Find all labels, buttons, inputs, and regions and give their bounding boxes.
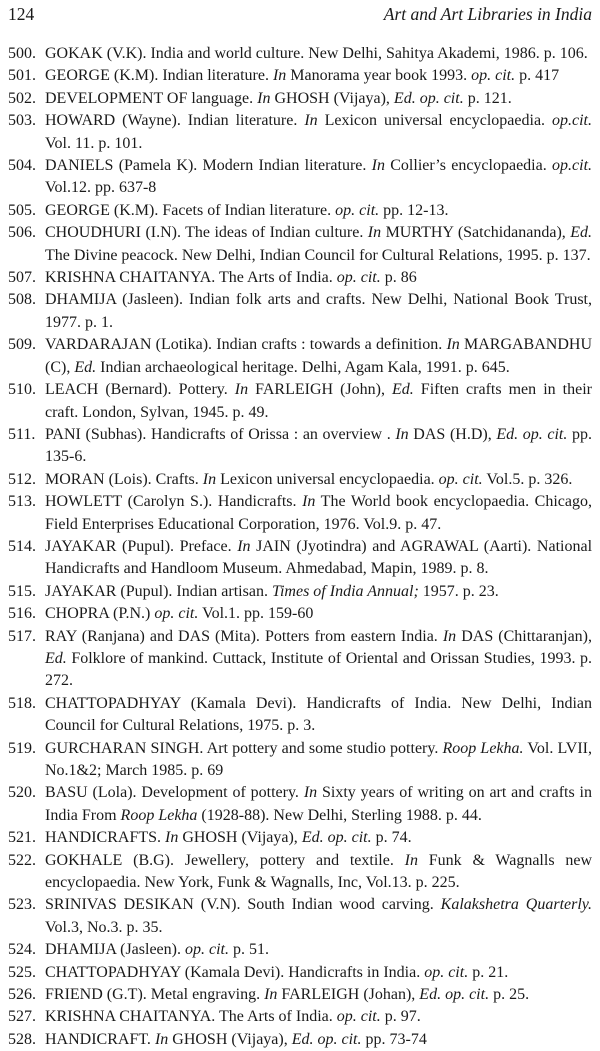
text-segment: Lexicon universal encyclopaedia.: [317, 112, 552, 130]
entry-text: [45, 379, 592, 424]
text-segment: KRISHNA CHAITANYA. The Arts of India.: [45, 1008, 337, 1026]
text-segment: The World book encyclopaedia. Chicago, Field Enterprises Educational Corporation, 1976. Vol.9. p. 47.: [45, 493, 592, 533]
text-segment: Lexicon universal encyclopaedia.: [216, 470, 439, 488]
entry-number: 514.: [8, 537, 36, 555]
entry-number: 506.: [8, 224, 36, 242]
entry-text: [45, 603, 592, 625]
text-segment: GOKHALE (B.G). Jewellery, pottery and textile.: [45, 851, 405, 869]
entry-text: [45, 850, 592, 895]
entry-number: 520.: [8, 784, 36, 802]
bibliography-entry: [8, 894, 592, 939]
text-segment: (1928-88). New Delhi, Sterling 1988. p. 44.: [197, 806, 482, 824]
text-segment: p. 121.: [463, 89, 512, 107]
bibliography-entry: [8, 200, 592, 222]
entry-text: [45, 65, 592, 87]
text-segment: GEORGE (K.M). Facets of Indian literature.: [45, 201, 336, 219]
text-segment: GEORGE (K.M). Indian literature.: [45, 67, 273, 85]
entry-number: 526.: [8, 986, 36, 1004]
italic-text: In: [367, 224, 382, 242]
italic-text: Times of India Annual;: [271, 582, 419, 600]
text-segment: Fiften crafts men in their craft. London, Sylvan, 1945. p. 49.: [45, 381, 592, 421]
bibliography-entry: [8, 962, 592, 984]
italic-text: Ed. op. cit.: [301, 829, 372, 847]
text-segment: VARDARAJAN (Lotika). Indian crafts : towards a definition.: [45, 336, 447, 354]
entry-number: 518.: [8, 694, 36, 712]
entry-text: [45, 738, 592, 783]
entry-text: [45, 289, 592, 334]
text-segment: LEACH (Bernard). Pottery.: [45, 381, 235, 399]
entry-number: 523.: [8, 896, 36, 914]
entry-number: 515.: [8, 582, 36, 600]
text-segment: Vol.3, No.3. p. 35.: [45, 918, 163, 936]
italic-text: In: [272, 67, 287, 85]
bibliography-entry: [8, 334, 592, 379]
text-segment: Folklore of mankind. Cuttack, Institute of Oriental and Orissan Studies, 1993. p. 272.: [45, 649, 592, 690]
bibliography-entry: [8, 379, 592, 424]
italic-text: Ed.: [392, 381, 414, 399]
text-segment: DANIELS (Pamela K). Modern Indian literature.: [45, 157, 372, 175]
entry-text: [45, 491, 592, 536]
bibliography-entry: [8, 65, 592, 87]
text-segment: HOWLETT (Carolyn S.). Handicrafts.: [45, 493, 303, 511]
text-segment: CHOUDHURI (I.N). The ideas of Indian culture.: [45, 224, 368, 242]
entry-number: 519.: [8, 739, 36, 757]
entry-number: 516.: [8, 605, 36, 623]
entry-text: [45, 267, 592, 289]
italic-text: In: [257, 89, 271, 107]
text-segment: Indian archaeological heritage. Delhi, Agam Kala, 1991. p. 645.: [96, 358, 510, 376]
text-segment: DEVELOPMENT OF language.: [45, 89, 258, 107]
italic-text: Roop Lekha: [120, 806, 198, 824]
text-segment: p. 74.: [371, 829, 412, 847]
text-segment: FARLEIGH (John),: [248, 381, 392, 399]
text-segment: p. 21.: [468, 963, 509, 981]
italic-text: In: [371, 157, 385, 175]
entry-number: 504.: [8, 157, 36, 175]
bibliography-entry: [8, 536, 592, 581]
text-segment: p. 417: [515, 67, 560, 85]
italic-text: In: [264, 986, 278, 1004]
text-segment: KRISHNA CHAITANYA. The Arts of India.: [45, 269, 337, 287]
page-header: [8, 4, 592, 26]
text-segment: Vol.1. pp. 159-60: [198, 605, 314, 623]
entry-text: [45, 424, 592, 469]
italic-text: In: [165, 829, 179, 847]
bibliography-entry: [8, 491, 592, 536]
italic-text: op. cit.: [471, 67, 516, 85]
bibliography-list: [8, 43, 592, 1051]
entry-number: 511.: [8, 425, 36, 443]
bibliography-entry: [8, 222, 592, 267]
bibliography-entry: [8, 469, 592, 491]
text-segment: Collier’s encyclopaedia.: [384, 157, 553, 175]
entry-number: 512.: [8, 470, 36, 488]
text-segment: pp. 73-74: [361, 1030, 427, 1048]
italic-text: In: [304, 112, 318, 130]
entry-text: [45, 200, 592, 222]
text-segment: GOKAK (V.K). India and world culture. New Delhi, Sahitya Akademi, 1986. p. 106.: [45, 45, 588, 62]
text-segment: Vol.5. p. 326.: [482, 470, 573, 488]
text-segment: HANDICRAFTS.: [45, 829, 166, 847]
italic-text: Roop Lekha.: [442, 739, 524, 757]
entry-number: 505.: [8, 201, 36, 219]
italic-text: op. cit.: [438, 470, 483, 488]
text-segment: MORAN (Lois). Crafts.: [45, 470, 203, 488]
italic-text: op. cit.: [335, 201, 380, 219]
bibliography-entry: [8, 939, 592, 961]
italic-text: Ed.: [74, 358, 97, 376]
entry-number: 510.: [8, 381, 36, 399]
italic-text: In: [302, 493, 316, 511]
text-segment: GURCHARAN SINGH. Art pottery and some studio pottery.: [45, 739, 443, 757]
entry-text: [45, 155, 592, 200]
bibliography-entry: [8, 110, 592, 155]
italic-text: In: [446, 336, 460, 354]
italic-text: op. cit.: [336, 269, 381, 287]
italic-text: Ed. op. cit.: [393, 89, 464, 107]
text-segment: CHOPRA (P.N.): [45, 605, 155, 623]
entry-text: [45, 334, 592, 379]
entry-number: 525.: [8, 963, 36, 981]
bibliography-entry: [8, 850, 592, 895]
bibliography-entry: [8, 782, 592, 827]
text-segment: DAS (H.D),: [408, 425, 497, 443]
entry-text: [45, 110, 592, 155]
entry-text: [45, 1006, 592, 1028]
bibliography-entry: [8, 626, 592, 693]
entry-number: 521.: [8, 829, 36, 847]
italic-text: In: [395, 425, 409, 443]
entry-text: [45, 88, 592, 110]
italic-text: In: [202, 470, 217, 488]
entry-text: [45, 536, 592, 581]
entry-text: [45, 626, 592, 693]
italic-text: Ed. op. cit.: [419, 986, 490, 1004]
bibliography-entry: [8, 424, 592, 469]
entry-number: 522.: [8, 851, 36, 869]
entry-number: 500.: [8, 45, 36, 62]
entry-text: [45, 782, 592, 827]
text-segment: pp. 12-13.: [379, 201, 449, 219]
bibliography-entry: [8, 155, 592, 200]
bibliography-entry: [8, 43, 592, 65]
text-segment: DAS (Chittaranjan),: [456, 627, 592, 645]
entry-text: [45, 693, 592, 738]
text-segment: HANDICRAFT.: [45, 1030, 155, 1048]
text-segment: p. 25.: [489, 986, 530, 1004]
text-segment: Funk & Wagnalls new encyclopaedia. New York, Funk & Wagnalls, Inc, Vol.13. p. 225.: [45, 851, 592, 892]
italic-text: In: [303, 784, 318, 802]
italic-text: Ed. op. cit.: [291, 1030, 362, 1048]
entry-text: [45, 43, 592, 65]
text-segment: JAIN (Jyotindra) and AGRAWAL (Aarti). National Handicrafts and Handloom Museum. Ahmedabad, Mapin, 1989. p. 8.: [45, 537, 593, 578]
text-segment: GHOSH (Vijaya),: [178, 829, 302, 847]
bibliography-entry: [8, 738, 592, 783]
entry-number: 503.: [8, 112, 36, 130]
text-segment: JAYAKAR (Pupul). Preface.: [45, 537, 238, 555]
entry-text: [45, 827, 592, 849]
italic-text: Ed. op. cit.: [496, 425, 568, 443]
text-segment: MARGABANDHU (C),: [45, 336, 592, 376]
text-segment: MURTHY (Satchidananda),: [381, 224, 571, 242]
text-segment: DHAMIJA (Jasleen).: [45, 941, 185, 959]
italic-text: In: [234, 381, 249, 399]
text-segment: CHATTOPADHYAY (Kamala Devi). Handicrafts of India. New Delhi, Indian Council for Cultural Relations, 1975. p. 3.: [45, 694, 592, 735]
text-segment: The Divine peacock. New Delhi, Indian Council for Cultural Relations, 1995. p. 137.: [45, 246, 591, 264]
entry-text: [45, 984, 592, 1006]
bibliography-entry: [8, 827, 592, 849]
entry-number: 528.: [8, 1030, 36, 1048]
text-segment: Vol. 11. p. 101.: [45, 134, 143, 152]
entry-text: [45, 222, 592, 267]
page-number: 124: [8, 4, 35, 24]
entry-text: [45, 1029, 592, 1051]
entry-text: [45, 894, 592, 939]
entry-number: 524.: [8, 941, 36, 959]
bibliography-entry: [8, 88, 592, 110]
entry-number: 507.: [8, 269, 36, 287]
italic-text: In: [442, 627, 457, 645]
entry-text: [45, 469, 592, 491]
italic-text: op. cit.: [154, 605, 199, 623]
entry-number: 501.: [8, 67, 36, 85]
entry-number: 517.: [8, 627, 36, 645]
text-segment: FARLEIGH (Johan),: [277, 986, 420, 1004]
italic-text: In: [237, 537, 251, 555]
text-segment: p. 51.: [228, 941, 269, 959]
bibliography-entry: [8, 1029, 592, 1051]
entry-number: 508.: [8, 291, 36, 309]
text-segment: PANI (Subhas). Handicrafts of Orissa : an overview .: [45, 425, 396, 443]
italic-text: op. cit.: [184, 941, 229, 959]
bibliography-entry: [8, 581, 592, 603]
italic-text: Kalakshetra Quarterly.: [440, 896, 593, 914]
text-segment: Vol. LVII, No.1&2; March 1985. p. 69: [45, 739, 592, 779]
italic-text: op. cit.: [336, 1008, 381, 1026]
entry-text: [45, 939, 592, 961]
text-segment: DHAMIJA (Jasleen). Indian folk arts and crafts. New Delhi, National Book Trust, 1977. p. 1.: [45, 291, 592, 331]
entry-text: [45, 962, 592, 984]
entry-number: 502.: [8, 89, 36, 107]
text-segment: p. 97.: [380, 1008, 421, 1026]
text-segment: SRINIVAS DESIKAN (V.N). South Indian wood carving.: [45, 896, 441, 914]
italic-text: Ed.: [570, 224, 592, 242]
italic-text: op. cit.: [424, 963, 469, 981]
text-segment: Sixty years of writing on art and crafts in India From: [45, 784, 593, 824]
bibliography-entry: [8, 289, 592, 334]
italic-text: In: [154, 1030, 169, 1048]
text-segment: 1957. p. 23.: [418, 582, 499, 600]
italic-text: op.cit.: [552, 112, 592, 130]
text-segment: Manorama year book 1993.: [286, 67, 472, 85]
bibliography-entry: [8, 603, 592, 625]
text-segment: Vol.12. pp. 637-8: [45, 179, 157, 197]
text-segment: FRIEND (G.T). Metal engraving.: [45, 986, 265, 1004]
text-segment: JAYAKAR (Pupul). Indian artisan.: [45, 582, 272, 600]
text-segment: RAY (Ranjana) and DAS (Mita). Potters from eastern India.: [45, 627, 443, 645]
text-segment: p. 86: [380, 269, 417, 287]
text-segment: GHOSH (Vijaya),: [168, 1030, 292, 1048]
text-segment: HOWARD (Wayne). Indian literature.: [45, 112, 305, 130]
italic-text: Ed.: [45, 649, 67, 667]
italic-text: op.cit.: [552, 157, 593, 175]
text-segment: GHOSH (Vijaya),: [270, 89, 394, 107]
running-title: Art and Art Libraries in India: [383, 4, 592, 24]
entry-text: [45, 581, 592, 603]
text-segment: CHATTOPADHYAY (Kamala Devi). Handicrafts in India.: [45, 963, 425, 981]
text-segment: BASU (Lola). Development of pottery.: [45, 784, 304, 802]
bibliography-entry: [8, 693, 592, 738]
entry-number: 509.: [8, 336, 36, 354]
bibliography-entry: [8, 984, 592, 1006]
italic-text: In: [404, 851, 418, 869]
entry-number: 513.: [8, 493, 36, 511]
bibliography-entry: [8, 267, 592, 289]
text-segment: pp. 135-6.: [45, 425, 593, 466]
entry-number: 527.: [8, 1008, 36, 1026]
bibliography-entry: [8, 1006, 592, 1028]
